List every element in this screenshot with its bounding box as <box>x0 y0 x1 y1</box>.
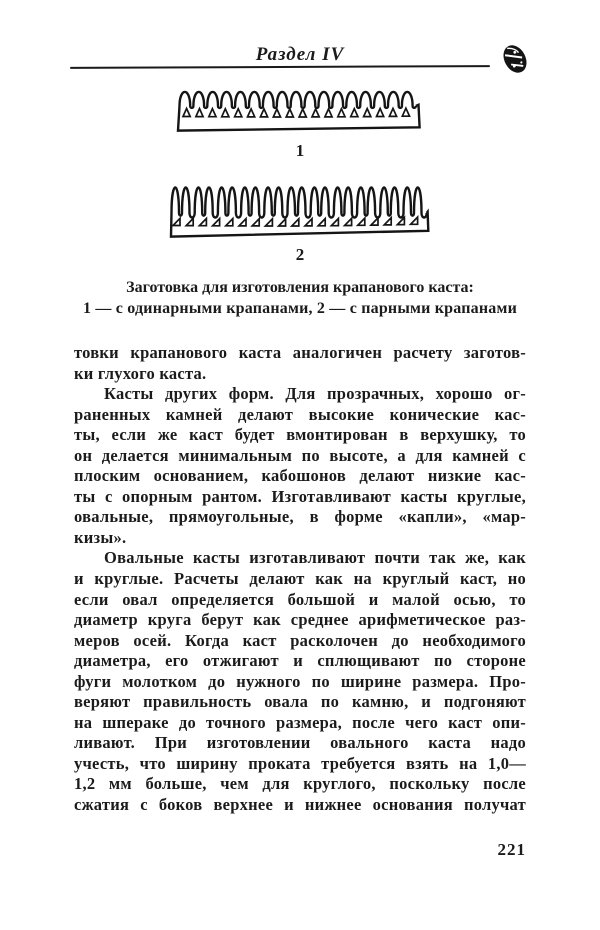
figure-caption-title: Заготовка для изготовления крапанового каста: <box>126 279 474 296</box>
body-line: плоским основанием, кабошонов делают низкие кас- <box>74 466 526 486</box>
figure2-number: 2 <box>295 245 305 264</box>
figure-caption <box>50 277 550 319</box>
body-line: ты, если же каст будет вмонтирован в верхушку, то <box>74 425 526 445</box>
figure-single-prong-strip <box>176 89 422 135</box>
body-line: сжатия с боков верхнее и нижнее основания получат <box>74 795 526 815</box>
body-line: ливают. При изготовлении овального каста надо <box>74 733 526 753</box>
body-line: диаметр круга берут как среднее арифметическое раз- <box>74 610 526 630</box>
body-line: фуги молотком до нужного по ширине размера. Про- <box>74 671 526 691</box>
body-line: овальные, прямоугольные, в форме «капли», «мар- <box>74 507 526 527</box>
body-line: кизы». <box>74 527 127 547</box>
header-rule <box>70 65 490 69</box>
body-line: он делается минимальным по высоте, а для камней с <box>74 445 526 465</box>
figure-paired-prong-strip <box>169 185 430 241</box>
body-line: веряют правильность овала по камню, и подгоняют <box>74 692 526 712</box>
ring-ornament-icon <box>498 40 534 80</box>
body-text <box>74 343 526 816</box>
body-line: учесть, что ширину проката требуется взять на 1,0— <box>74 753 526 773</box>
body-line: Овальные касты изготавливают почти так же, как <box>104 548 526 568</box>
figure1-number: 1 <box>295 141 305 160</box>
body-line: товки крапанового каста аналогичен расчету заготов- <box>74 343 526 362</box>
body-line: меров осей. Когда каст расколочен до необходимого <box>74 630 526 650</box>
body-line: Касты других форм. Для прозрачных, хорошо ог- <box>104 384 526 404</box>
body-line: если овал определяется большой и малой осью, то <box>74 589 526 609</box>
figure-caption-legend: 1 — с одинарными крапанами, 2 — с парными крапанами <box>82 300 518 317</box>
body-line: на шпераке до точного размера, после чего каст опи- <box>74 712 526 732</box>
body-line: и круглые. Расчеты делают как на круглый каст, но <box>74 569 526 589</box>
body-line: ты с опорным рантом. Изготавливают касты круглые, <box>74 486 526 506</box>
page-number: 221 <box>497 840 526 859</box>
body-line: 1,2 мм больше, чем для круглого, поскольку после <box>74 774 526 794</box>
body-line: ки глухого каста. <box>74 363 207 383</box>
body-line: раненных камней делают высокие конические кас- <box>74 404 526 424</box>
section-title: Раздел IV <box>255 44 345 65</box>
body-line: диаметра, его отжигают и сплющивают по стороне <box>74 651 526 671</box>
